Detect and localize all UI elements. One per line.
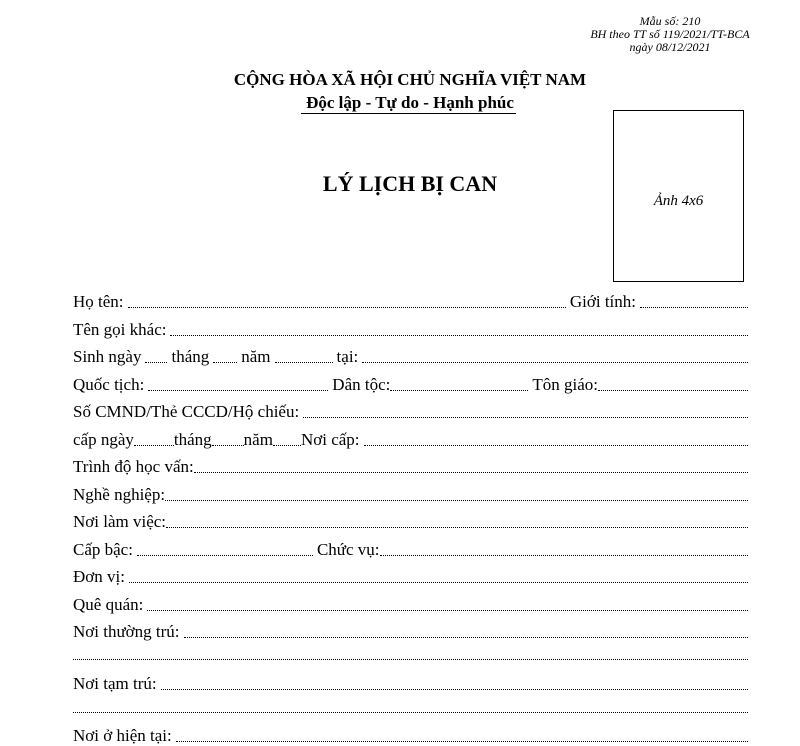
label-issue-thang: tháng <box>173 430 212 449</box>
label-cap-ngay: cấp ngày <box>73 430 134 449</box>
label-trinh-do: Trình độ học vấn: <box>73 457 194 476</box>
field-issue-year[interactable] <box>273 445 301 446</box>
label-so-cmnd: Số CMND/Thẻ CCCD/Hộ chiếu: <box>73 402 300 421</box>
row-workplace <box>73 510 748 532</box>
field-noi-cap[interactable] <box>364 445 748 446</box>
field-gioi-tinh[interactable] <box>640 307 748 308</box>
row-permanent-residence <box>73 620 748 642</box>
field-noi-lam-viec[interactable] <box>166 527 748 528</box>
label-dan-toc: Dân tộc: <box>332 375 391 394</box>
photo-box[interactable] <box>613 110 744 282</box>
field-quoc-tich[interactable] <box>148 390 328 391</box>
field-noi-thuong-tru[interactable] <box>184 637 748 638</box>
field-birth-place[interactable] <box>362 362 748 363</box>
field-ho-ten[interactable] <box>128 307 566 308</box>
label-birth-thang: tháng <box>171 347 210 366</box>
label-noi-tam-tru: Nơi tạm trú: <box>73 674 157 693</box>
field-birth-year[interactable] <box>275 362 333 363</box>
form-number: Mẫu số: 210 <box>639 14 701 28</box>
field-so-cmnd[interactable] <box>303 417 748 418</box>
label-birth-nam: năm <box>241 347 271 366</box>
field-trinh-do[interactable] <box>194 472 748 473</box>
row-rank-position <box>73 538 748 560</box>
label-noi-o-hien-tai: Nơi ở hiện tại: <box>73 726 172 745</box>
row-nationality <box>73 373 748 395</box>
label-gioi-tinh: Giới tính: <box>569 292 636 311</box>
row-unit <box>73 565 748 587</box>
row-birth <box>73 345 748 367</box>
label-ho-ten: Họ tên: <box>73 292 124 311</box>
field-noi-o-hien-tai[interactable] <box>176 741 748 742</box>
field-birth-day[interactable] <box>145 362 167 363</box>
field-nghe-nghiep[interactable] <box>165 500 748 501</box>
form-circular: BH theo TT số 119/2021/TT-BCA <box>590 27 750 41</box>
row-permanent-residence-cont <box>73 642 748 664</box>
row-temporary-residence-cont <box>73 695 748 717</box>
field-noi-thuong-tru-line2[interactable] <box>73 659 748 660</box>
field-cap-bac[interactable] <box>137 555 313 556</box>
row-name-gender <box>73 290 748 312</box>
label-birth-tai: tại: <box>336 347 359 366</box>
field-ton-giao[interactable] <box>598 390 748 391</box>
label-quoc-tich: Quốc tịch: <box>73 375 145 394</box>
field-don-vi[interactable] <box>129 582 748 583</box>
motto-underline <box>301 113 516 114</box>
row-education <box>73 455 748 477</box>
label-ten-goi-khac: Tên gọi khác: <box>73 320 167 339</box>
field-issue-month[interactable] <box>212 445 244 446</box>
row-id-number <box>73 400 748 422</box>
row-occupation <box>73 483 748 505</box>
label-don-vi: Đơn vị: <box>73 567 125 586</box>
motto: Độc lập - Tự do - Hạnh phúc <box>306 93 514 112</box>
field-ten-goi-khac[interactable] <box>170 335 748 336</box>
document-title: LÝ LỊCH BỊ CAN <box>322 171 498 196</box>
label-issue-nam: năm <box>243 430 273 449</box>
label-cap-bac: Cấp bậc: <box>73 540 133 559</box>
field-noi-tam-tru[interactable] <box>161 689 748 690</box>
field-issue-day[interactable] <box>134 445 174 446</box>
row-temporary-residence <box>73 672 748 694</box>
photo-label: Ảnh 4x6 <box>653 193 704 209</box>
form-note <box>555 15 785 54</box>
row-id-issue <box>73 428 748 450</box>
nation-heading: CỘNG HÒA XÃ HỘI CHỦ NGHĨA VIỆT NAM <box>233 70 587 89</box>
field-chuc-vu[interactable] <box>380 555 748 556</box>
label-sinh-ngay: Sinh ngày <box>73 347 142 366</box>
label-ton-giao: Tôn giáo: <box>532 375 599 394</box>
label-noi-lam-viec: Nơi làm việc: <box>73 512 167 531</box>
field-que-quan[interactable] <box>147 610 748 611</box>
label-que-quan: Quê quán: <box>73 595 144 614</box>
form-date: ngày 08/12/2021 <box>629 40 711 54</box>
field-noi-tam-tru-line2[interactable] <box>73 712 748 713</box>
field-dan-toc[interactable] <box>390 390 528 391</box>
field-birth-month[interactable] <box>213 362 237 363</box>
row-hometown <box>73 593 748 615</box>
label-noi-thuong-tru: Nơi thường trú: <box>73 622 180 641</box>
row-current-residence <box>73 724 748 746</box>
label-nghe-nghiep: Nghề nghiệp: <box>73 485 166 504</box>
row-other-name <box>73 318 748 340</box>
label-chuc-vu: Chức vụ: <box>316 540 380 559</box>
label-noi-cap: Nơi cấp: <box>300 430 360 449</box>
